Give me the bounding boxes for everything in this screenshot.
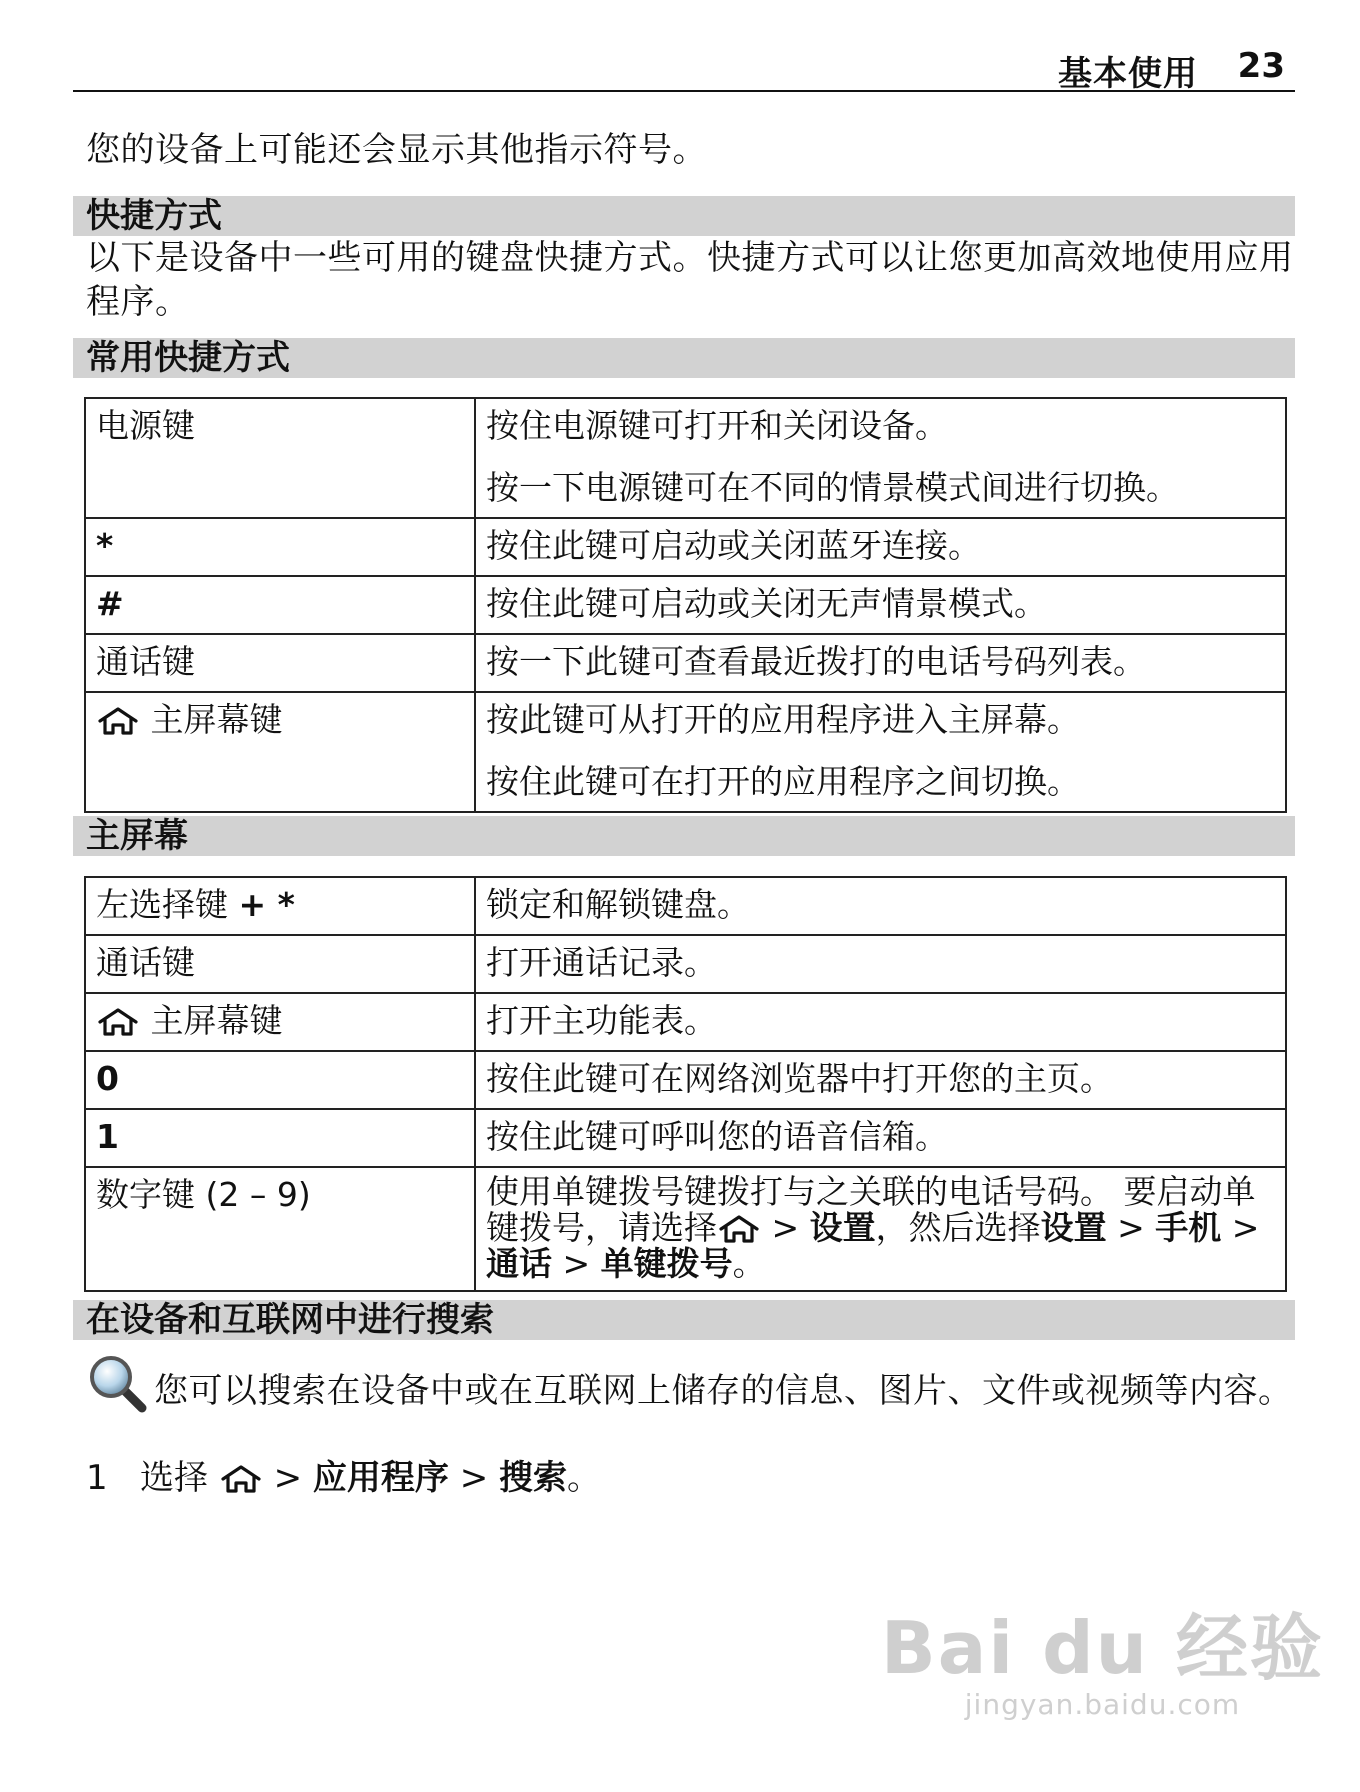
key-cell (85, 935, 475, 993)
menu-separator: > (1106, 1208, 1156, 1247)
key-label: 1 (96, 1117, 119, 1156)
section-search (73, 1300, 1295, 1340)
page-number: 23 (1237, 46, 1285, 86)
step-prefix: 选择 (140, 1458, 208, 1498)
section-title: 主屏幕 (86, 816, 188, 856)
watermark-url: jingyan.baidu.com (964, 1688, 1241, 1721)
key-label: 电源键 (96, 406, 195, 445)
table-row (85, 692, 1286, 812)
search-description (86, 1352, 1306, 1414)
desc-text: 锁定和解锁键盘。 (486, 885, 750, 924)
section-common-shortcuts (73, 338, 1295, 378)
desc-cell (475, 692, 1286, 812)
desc-text: 按一下此键可查看最近拨打的电话号码列表。 (486, 642, 1146, 681)
key-label: 0 (96, 1059, 119, 1098)
desc-text: 按一下电源键可在不同的情景模式间进行切换。 (486, 468, 1179, 507)
page-header (73, 44, 1295, 92)
menu-path-item: 手机 (1155, 1208, 1222, 1247)
key-cell (85, 398, 475, 518)
table-row (85, 1167, 1286, 1291)
key-suffix: + * (238, 885, 295, 924)
menu-path-item: 单键拨号 (600, 1244, 733, 1283)
home-screen-table (84, 876, 1287, 1292)
menu-separator: > (552, 1244, 601, 1283)
table-row (85, 518, 1286, 576)
home-icon (717, 1214, 761, 1244)
desc-cell (475, 935, 1286, 993)
table-row (85, 398, 1286, 518)
desc-cell (475, 576, 1286, 634)
desc-segment: ，然后选择 (875, 1208, 1041, 1247)
key-label: 左选择键 (96, 885, 228, 924)
search-icon (86, 1352, 148, 1414)
table-row (85, 993, 1286, 1051)
desc-cell (475, 993, 1286, 1051)
section-title: 快捷方式 (86, 196, 222, 236)
desc-text: 打开通话记录。 (486, 943, 717, 982)
key-label: * (96, 526, 114, 565)
watermark (881, 1590, 1324, 1721)
shortcuts-description: 以下是设备中一些可用的键盘快捷方式。快捷方式可以让您更加高效地使用应用程序。 (86, 238, 1294, 322)
step-text (140, 1456, 601, 1500)
table-row (85, 634, 1286, 692)
desc-segment: 使用单键拨号键拨打与之关联的电话号码。 要启动单键拨号，请选择 (486, 1172, 1256, 1247)
watermark-logo: Bai du 经验 (880, 1606, 1324, 1690)
key-label: 主屏幕键 (150, 1001, 283, 1040)
desc-text: 打开主功能表。 (486, 1001, 717, 1040)
menu-path-item: 设置 (809, 1208, 876, 1247)
table-row (85, 877, 1286, 935)
home-icon (219, 1464, 263, 1494)
menu-separator: > (262, 1458, 313, 1498)
desc-text: 按住此键可启动或关闭无声情景模式。 (486, 584, 1047, 623)
desc-text (486, 1174, 1275, 1282)
home-icon (96, 1007, 140, 1037)
desc-text: 按住此键可在网络浏览器中打开您的主页。 (486, 1059, 1113, 1098)
desc-cell (475, 634, 1286, 692)
key-cell (85, 518, 475, 576)
key-cell (85, 993, 475, 1051)
desc-cell (475, 1109, 1286, 1167)
section-title: 在设备和互联网中进行搜索 (86, 1300, 494, 1340)
common-shortcuts-table (84, 397, 1287, 813)
menu-separator: > (761, 1208, 810, 1247)
menu-path-item: 应用程序 (312, 1458, 449, 1498)
desc-cell (475, 1167, 1286, 1291)
table-row (85, 576, 1286, 634)
home-icon (96, 706, 140, 736)
step-end: 。 (567, 1458, 602, 1498)
desc-cell (475, 1051, 1286, 1109)
menu-separator: > (448, 1458, 500, 1498)
menu-path-item: 搜索 (499, 1458, 568, 1498)
key-cell (85, 1051, 475, 1109)
desc-segment: 。 (732, 1244, 766, 1283)
table-row (85, 1051, 1286, 1109)
menu-path-item: 设置 (1040, 1208, 1107, 1247)
section-title: 常用快捷方式 (86, 338, 290, 378)
desc-text: 按住此键可呼叫您的语音信箱。 (486, 1117, 948, 1156)
section-shortcuts (73, 196, 1295, 236)
section-home-screen (73, 816, 1295, 856)
desc-text: 按此键可从打开的应用程序进入主屏幕。 (486, 700, 1080, 739)
key-label: 通话键 (96, 642, 195, 681)
intro-text: 您的设备上可能还会显示其他指示符号。 (86, 130, 707, 170)
desc-text: 按住此键可在打开的应用程序之间切换。 (486, 762, 1080, 801)
desc-text: 按住电源键可打开和关闭设备。 (486, 406, 948, 445)
key-label: 数字键 (2 – 9) (96, 1175, 311, 1214)
key-cell (85, 877, 475, 935)
desc-cell (475, 398, 1286, 518)
desc-cell (475, 518, 1286, 576)
menu-separator: > (1221, 1208, 1260, 1247)
desc-text: 按住此键可启动或关闭蓝牙连接。 (486, 526, 981, 565)
key-label: 主屏幕键 (150, 700, 283, 739)
table-row (85, 1109, 1286, 1167)
header-title: 基本使用 (1058, 54, 1198, 94)
table-row (85, 935, 1286, 993)
search-description-text: 您可以搜索在设备中或在互联网上储存的信息、图片、文件或视频等内容。 (154, 1371, 1293, 1411)
desc-cell (475, 877, 1286, 935)
key-cell (85, 576, 475, 634)
key-cell (85, 634, 475, 692)
key-cell (85, 1109, 475, 1167)
key-label: 通话键 (96, 943, 195, 982)
key-cell (85, 692, 475, 812)
menu-path-item: 通话 (486, 1244, 552, 1283)
key-label: # (96, 584, 124, 623)
step-number: 1 (86, 1458, 108, 1498)
key-cell (85, 1167, 475, 1291)
